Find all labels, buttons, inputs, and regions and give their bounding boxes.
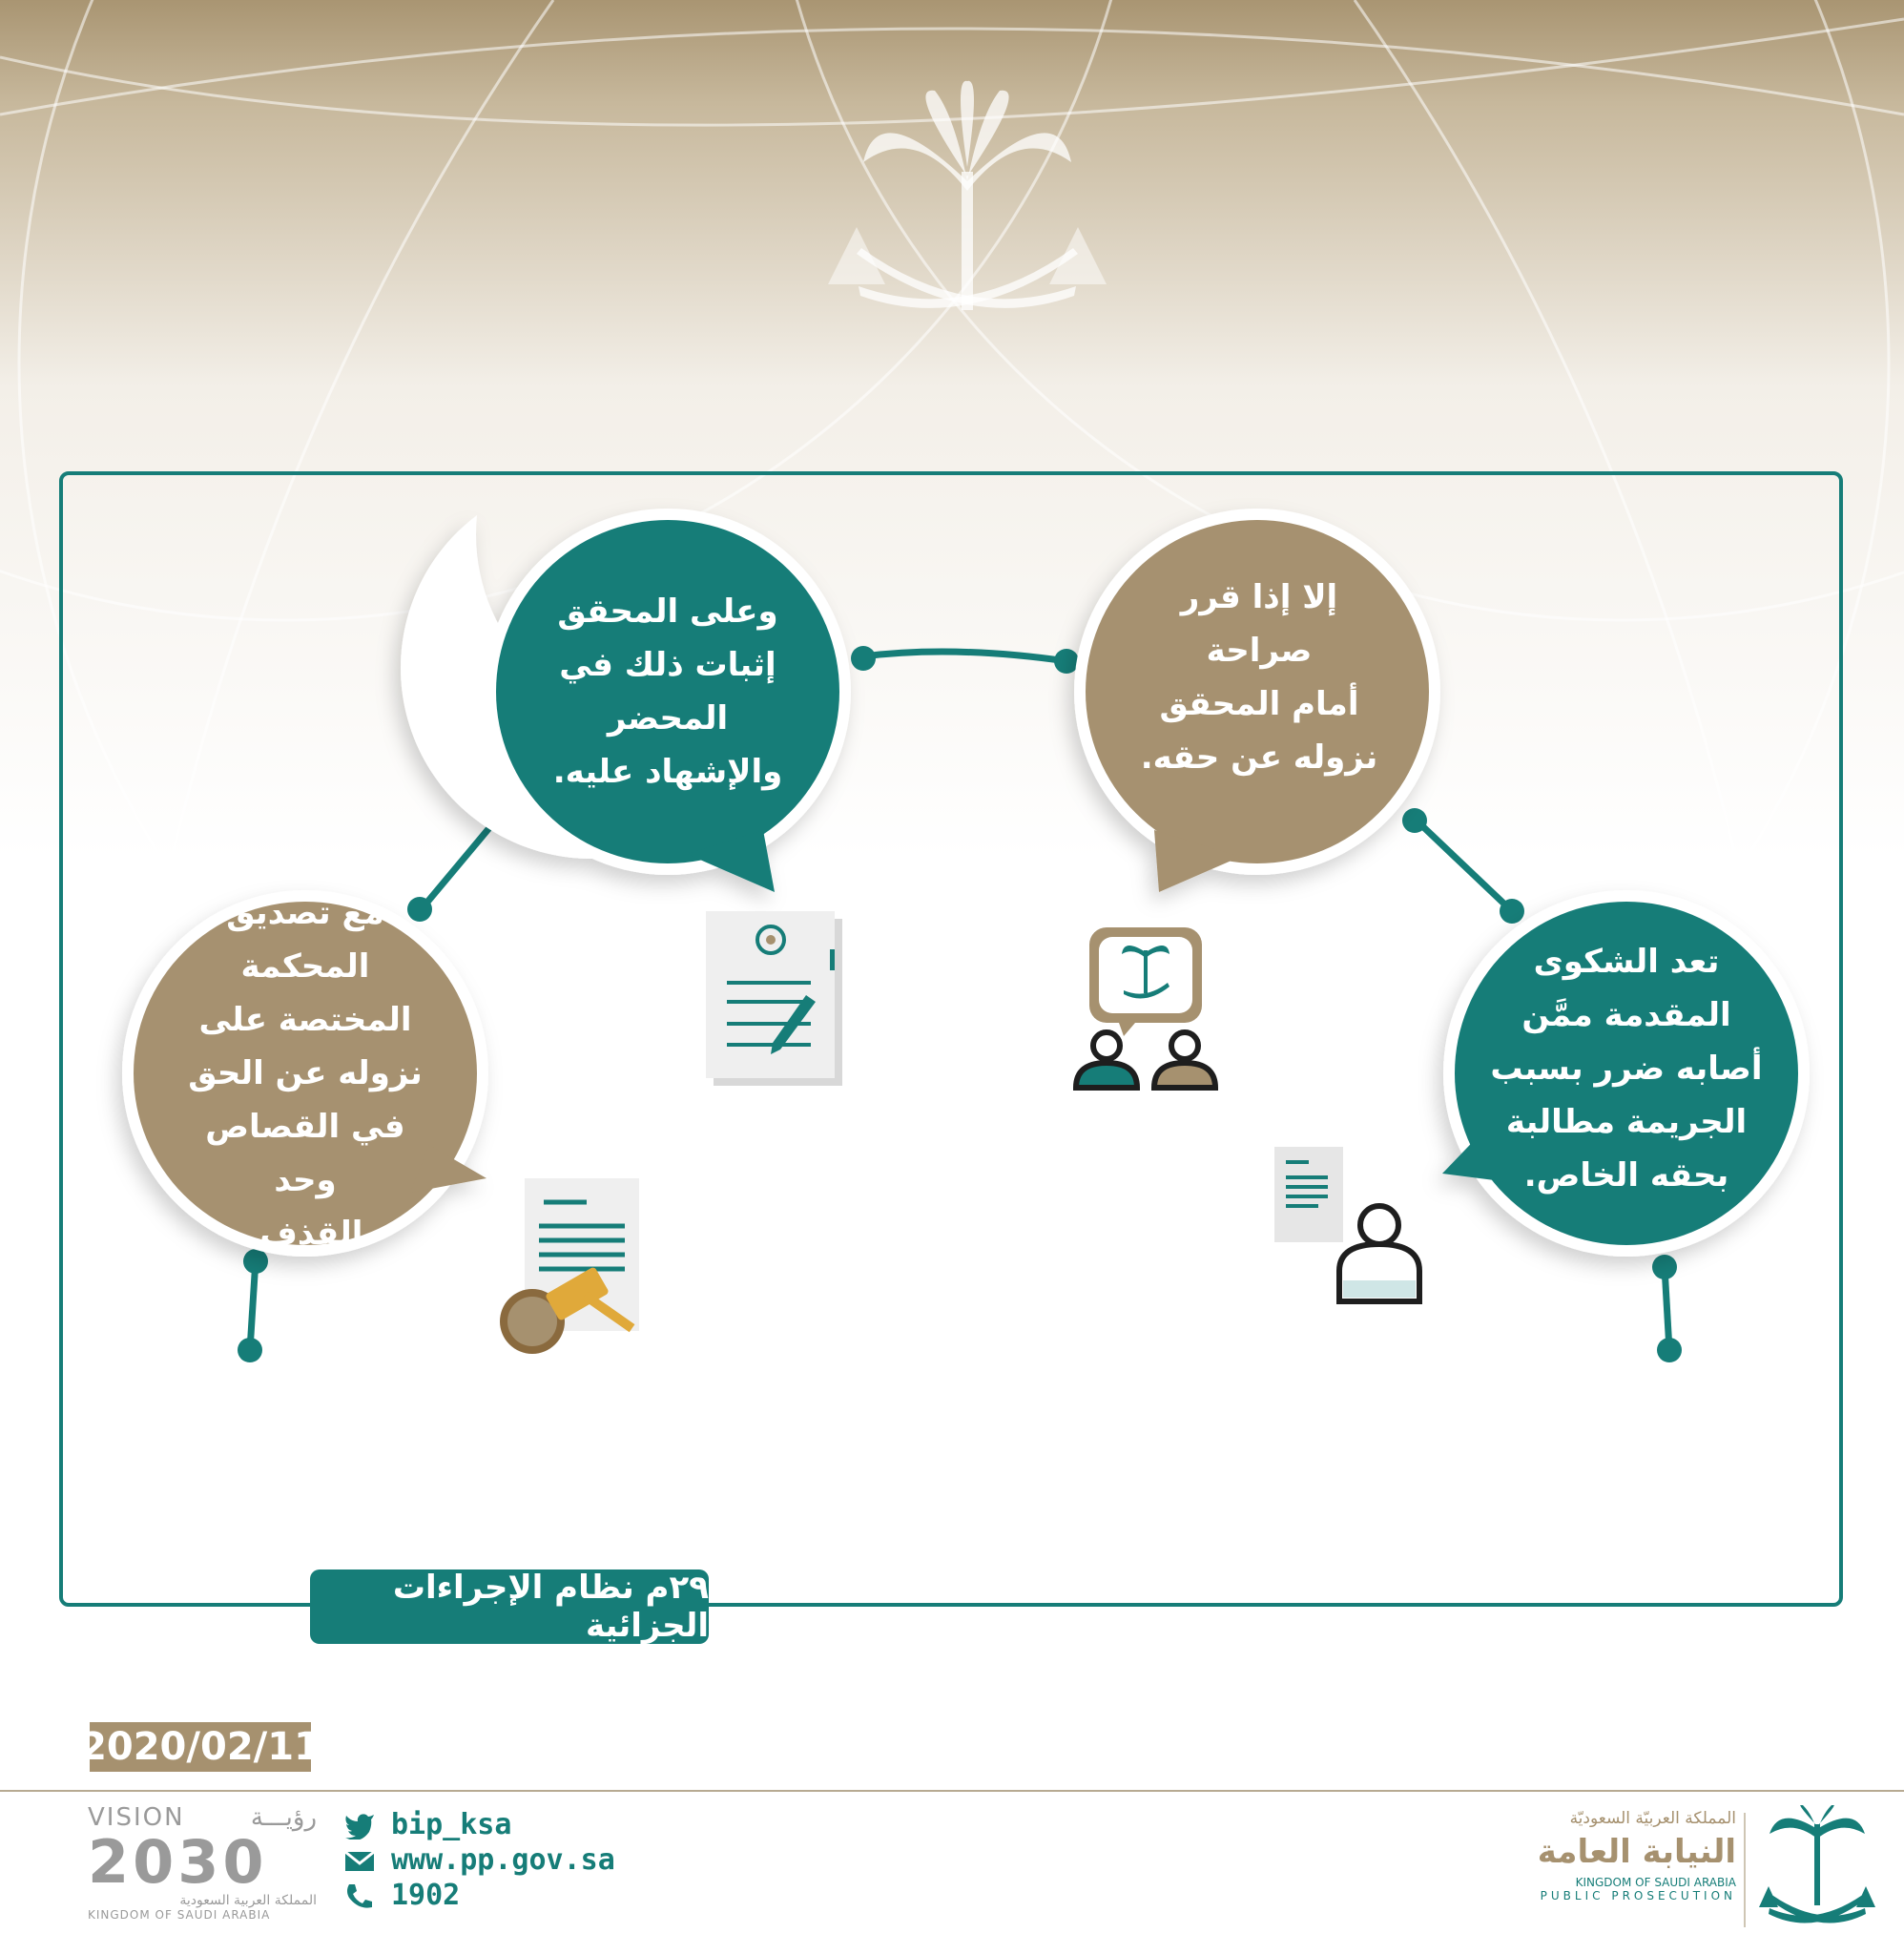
law-reference-label: ٢٩م نظام الإجراءات الجزائية — [310, 1569, 709, 1644]
twitter-handle[interactable]: bip_ksa — [391, 1808, 512, 1841]
contact-phone[interactable] — [343, 1879, 460, 1912]
bubble-complaint — [1450, 930, 1803, 1207]
brand-kingdom-ar: المملكة العربيّة السعوديّة — [1569, 1809, 1736, 1828]
date-badge: 2020/02/11 — [90, 1722, 311, 1772]
bubble-investigator-text: وعلى المحقق إثبات ذلك في المحضر والإشهاد عليه. — [552, 592, 783, 791]
bubble-court — [134, 894, 477, 1253]
vision-year: 2030 — [88, 1827, 268, 1897]
person-document-icon — [1271, 1147, 1433, 1309]
website-link[interactable]: www.pp.gov.sa — [391, 1843, 615, 1877]
phone-icon — [343, 1881, 376, 1910]
envelope-icon — [343, 1846, 376, 1875]
gavel-document-icon — [496, 1178, 658, 1360]
emblem-small-icon — [1755, 1805, 1879, 1934]
bubble-complaint-text: تعد الشكوى المقدمة ممَّن أصابه ضرر بسبب الجريمة مطالبة بحقه الخاص. — [1490, 943, 1763, 1195]
report-document-icon — [706, 911, 849, 1092]
vision-kingdom-en: KINGDOM OF SAUDI ARABIA — [88, 1908, 271, 1922]
brand-name-en: PUBLIC PROSECUTION — [1540, 1889, 1736, 1902]
contact-twitter[interactable] — [343, 1808, 511, 1841]
bubble-investigator — [496, 572, 839, 811]
brand-name-ar: النيابة العامة — [1537, 1833, 1736, 1871]
vision-kingdom-ar: المملكة العربية السعودية — [179, 1893, 317, 1908]
twitter-icon — [343, 1811, 376, 1840]
bubble-waiver-text: إلا إذا قرر صراحة أمام المحقق نزوله عن حقه. — [1140, 578, 1378, 777]
vision-label-en: VISION — [88, 1803, 185, 1832]
bubble-waiver — [1087, 578, 1431, 777]
contact-website[interactable] — [343, 1843, 615, 1877]
vision-label-ar: رؤيـــة — [250, 1803, 317, 1832]
brand-kingdom-en: KINGDOM OF SAUDI ARABIA — [1575, 1876, 1736, 1889]
phone-number[interactable]: 1902 — [391, 1879, 461, 1912]
vision-2030-logo — [88, 1803, 317, 1927]
brand-divider — [1744, 1813, 1746, 1927]
people-meeting-icon — [1066, 924, 1229, 1095]
footer-divider — [0, 1790, 1904, 1792]
bubble-court-text: مع تصديق المحكمة المختصة على نزوله عن الحق في القصاص وحد القذف. — [188, 894, 423, 1253]
public-prosecution-logo — [1498, 1805, 1898, 1948]
